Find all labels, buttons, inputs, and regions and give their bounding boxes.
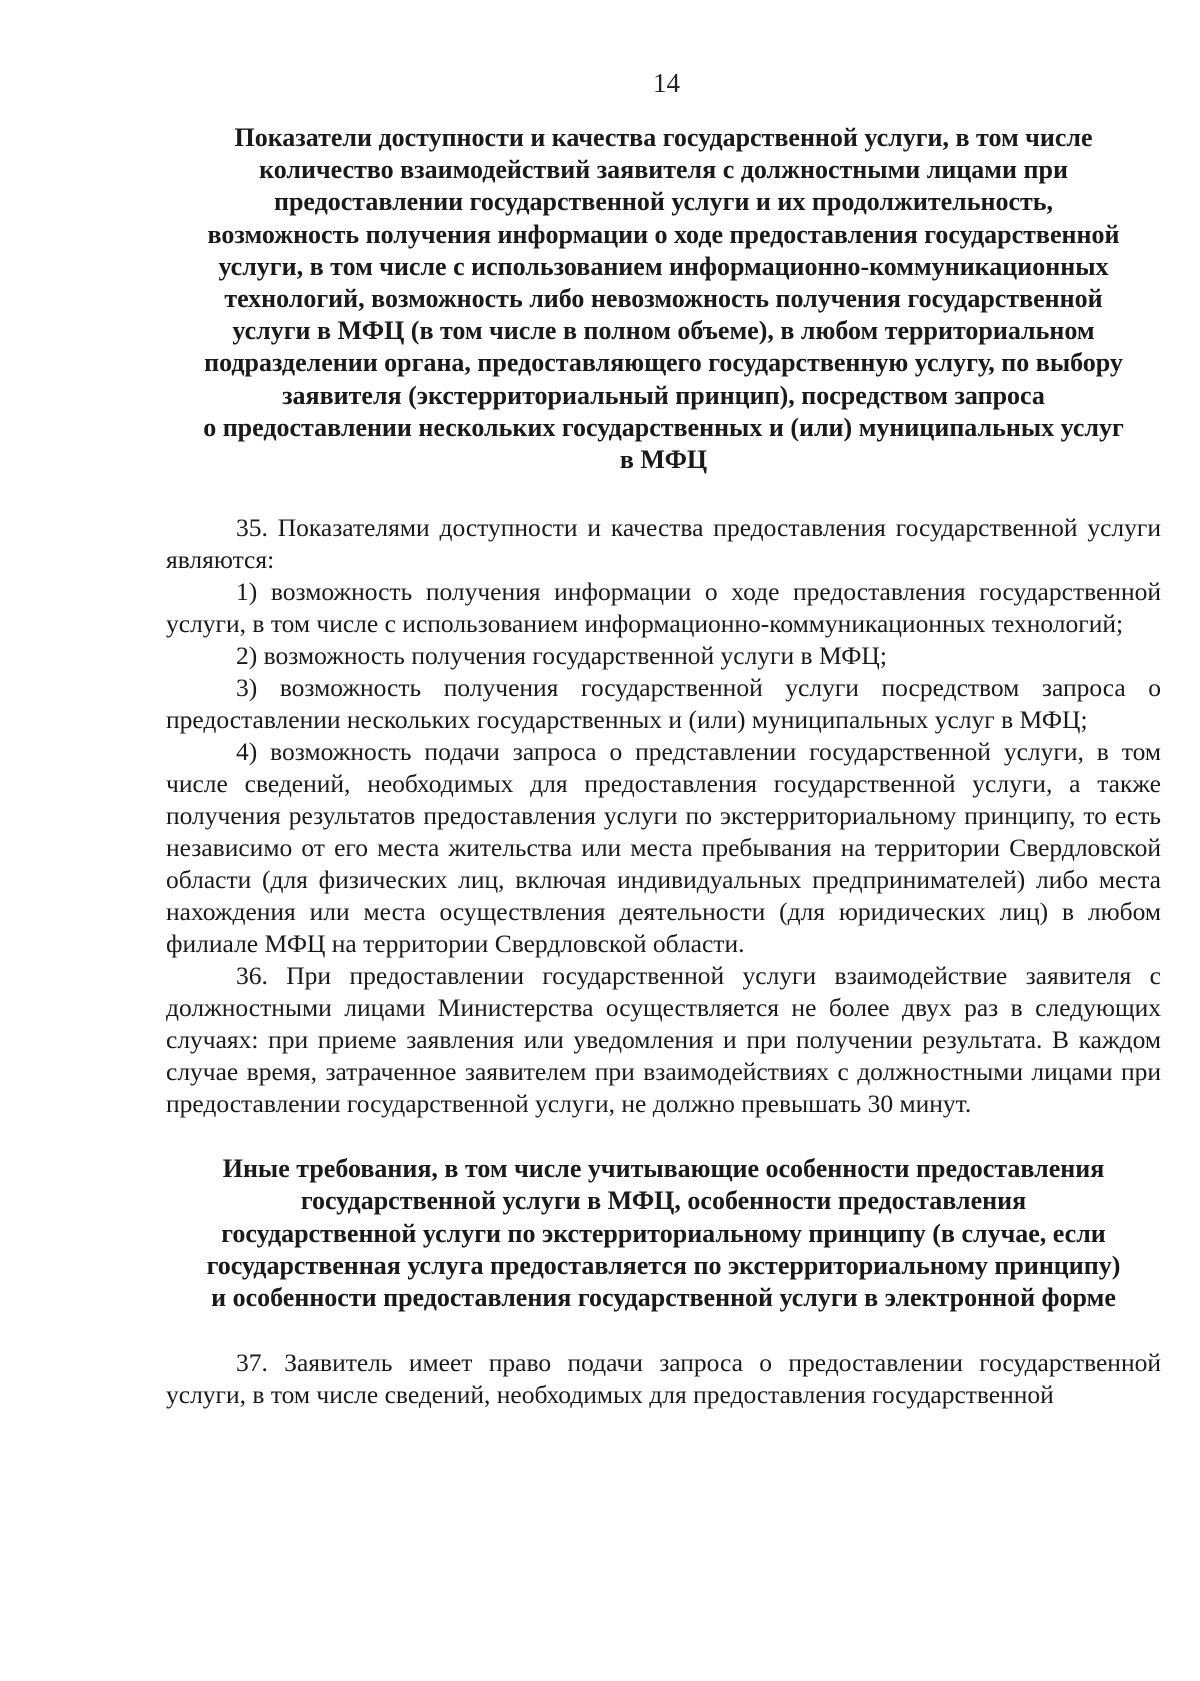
page-content: [166, 122, 1161, 1411]
list-item-2: 2) возможность получения государственной услуги в МФЦ;: [236, 641, 887, 671]
list-item-3: 3) возможность получения государственной услуги посредством запроса о предоставлении нескольких государственных и (или) муниципальных услуг в МФЦ;: [166, 673, 1161, 735]
heading-line: подразделении органа, предоставляющего государственную услугу, по выбору: [204, 348, 1123, 378]
heading-line: заявителя (экстерриториальный принцип), посредством запроса: [282, 380, 1045, 410]
heading-line: количество взаимодействий заявителя с должностными лицами при: [259, 155, 1068, 185]
list-item-1: 1) возможность получения информации о ходе предоставления государственной услуги, в том числе с использованием информационно-коммуникационных технологий;: [166, 577, 1161, 639]
section-heading-accessibility: [166, 122, 1161, 476]
heading-line: Иные требования, в том числе учитывающие особенности предоставления: [222, 1154, 1105, 1184]
heading-line: услуги в МФЦ (в том числе в полном объеме), в любом территориальном: [232, 316, 1095, 346]
heading-line: о предоставлении нескольких государственных и (или) муниципальных услуг: [203, 412, 1124, 442]
paragraph-36: 36. При предоставлении государственной услуги взаимодействие заявителя с должностными лицами Министерства осуществляется не более двух раз в следующих случаях: при приеме заявления или уведомления и при получении результата. В каждом случае время, затраченное заявителем при взаимодействиях с должностными лицами при предоставлении государственной услуги, не должно превышать 30 минут.: [166, 961, 1161, 1119]
heading-line: государственной услуги в МФЦ, особенности предоставления: [300, 1186, 1027, 1216]
page-number: 14: [653, 68, 680, 98]
list-item-4: 4) возможность подачи запроса о представлении государственной услуги, в том числе сведений, необходимых для предоставления государственной услуги, а также получения результатов предоставления услуги по экстерриториальному принципу, то есть независимо от его места жительства или места пребывания на территории Свердловской области (для физических лиц, включая индивидуальных предпринимателей) либо места нахождения или места осуществления деятельности (для юридических лиц) в любом филиале МФЦ на территории Свердловской области.: [166, 737, 1161, 959]
paragraph-37: 37. Заявитель имеет право подачи запроса о предоставлении государственной услуги, в том числе сведений, необходимых для предоставления государственной: [166, 1348, 1161, 1410]
section-heading-other-requirements: [166, 1153, 1161, 1314]
heading-line: предоставлении государственной услуги и их продолжительность,: [273, 187, 1054, 217]
heading-line: услуги, в том числе с использованием информационно-коммуникационных: [218, 251, 1109, 281]
heading-line: и особенности предоставления государственной услуги в электронной форме: [211, 1283, 1116, 1313]
heading-line: государственной услуги по экстерриториальному принципу (в случае, если: [221, 1218, 1106, 1248]
heading-line: возможность получения информации о ходе предоставления государственной: [207, 219, 1120, 249]
heading-line: технологий, возможность либо невозможность получения государственной: [224, 284, 1103, 314]
heading-line: государственная услуга предоставляется по экстерриториальному принципу): [206, 1250, 1121, 1280]
paragraph-35: 35. Показателями доступности и качества предоставления государственной услуги являются:: [166, 513, 1161, 575]
heading-line: в МФЦ: [619, 445, 708, 475]
heading-line: Показатели доступности и качества государственной услуги, в том числе: [234, 123, 1093, 152]
